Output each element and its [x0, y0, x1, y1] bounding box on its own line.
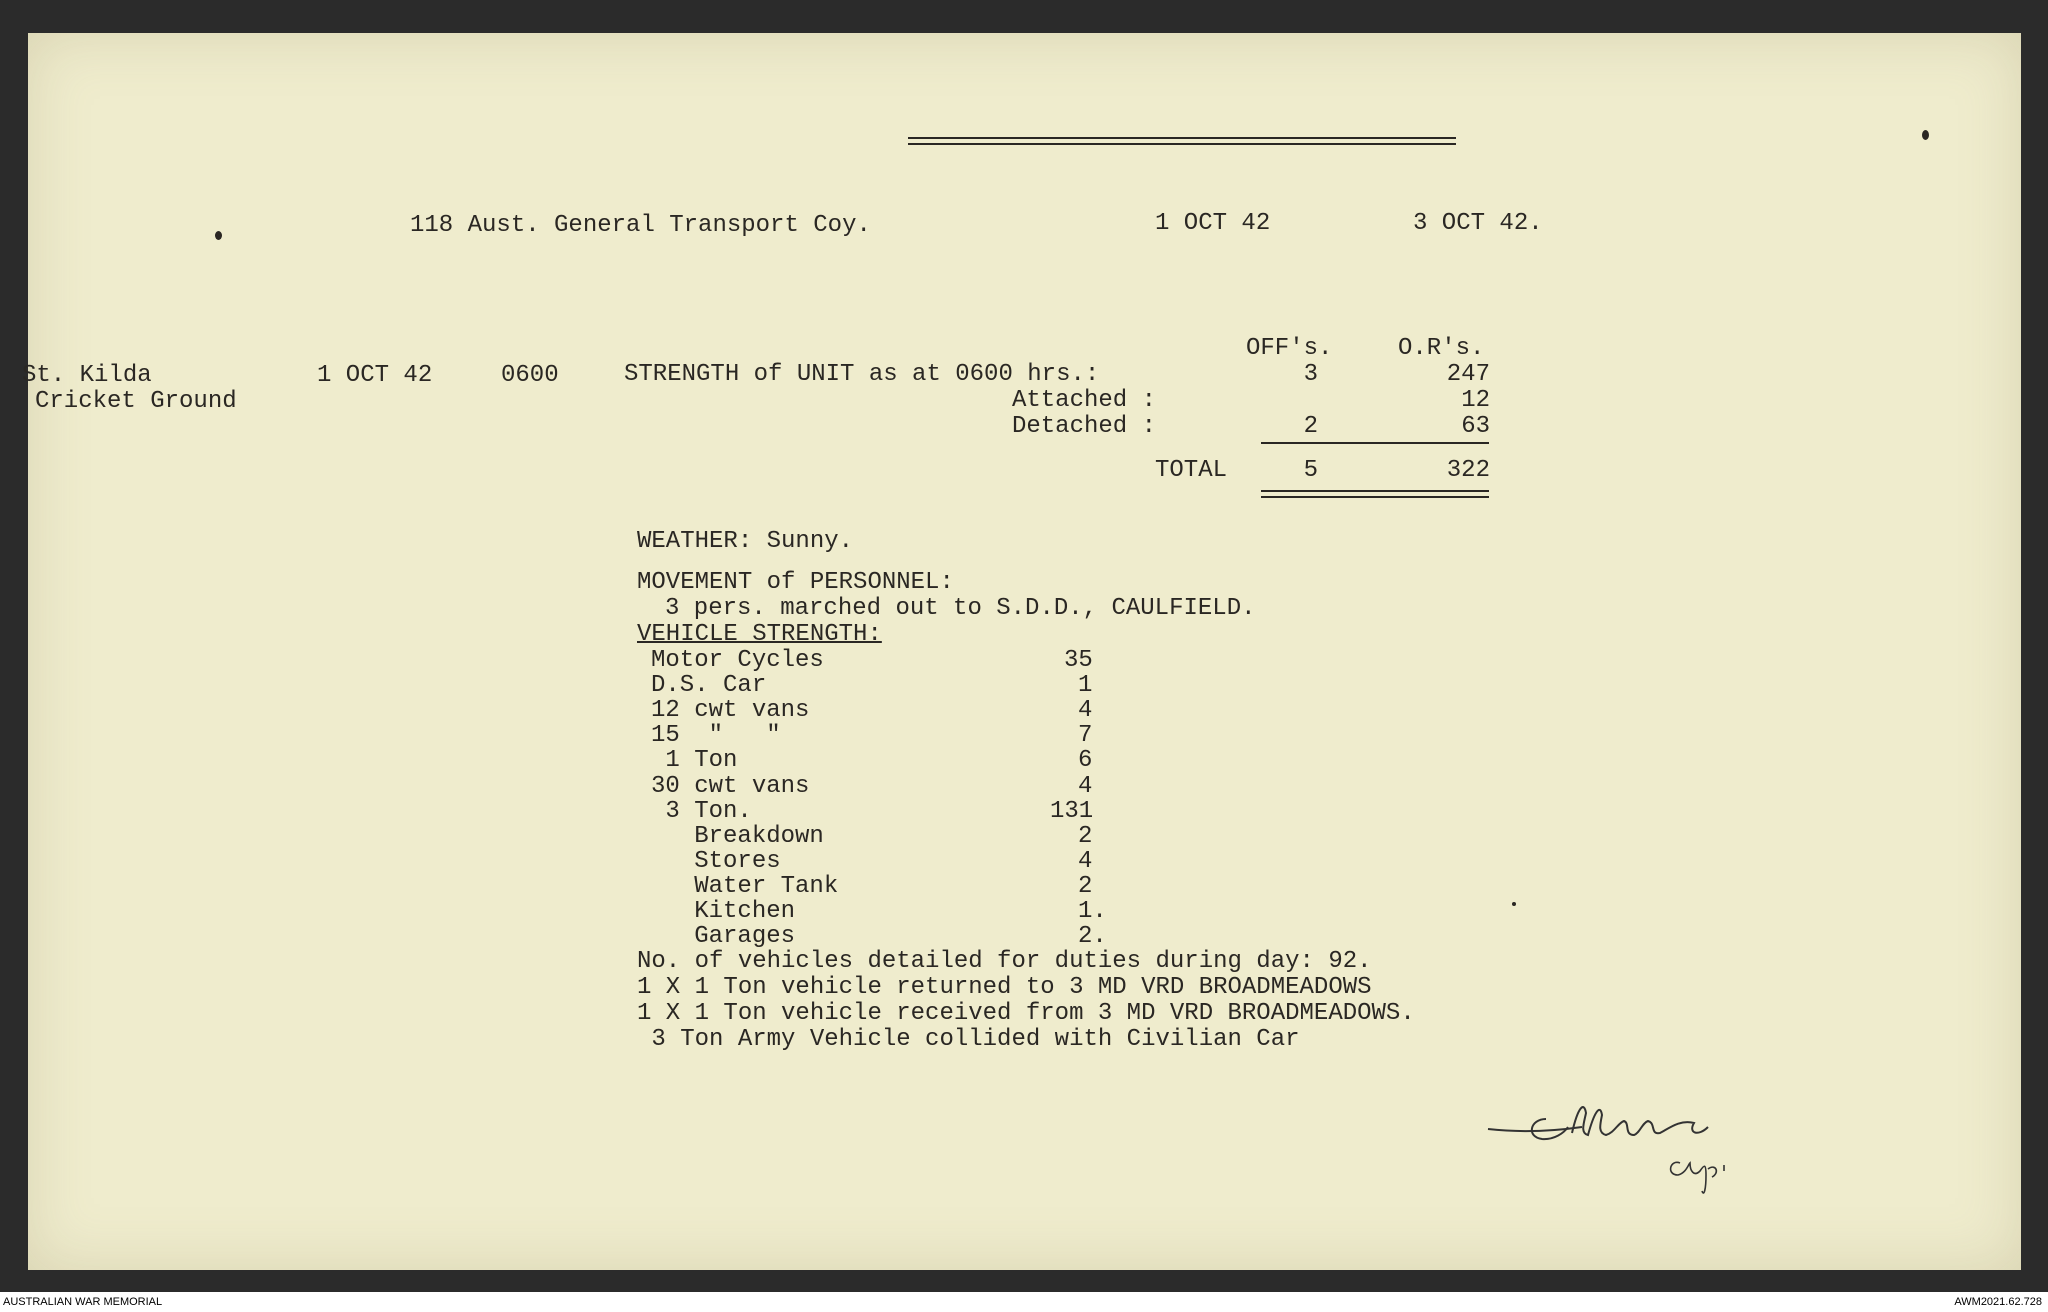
weather-line: WEATHER: Sunny.	[637, 528, 854, 555]
vehicle-label: Kitchen	[651, 898, 796, 925]
vehicle-count: 1	[1078, 672, 1093, 699]
movement-heading: MOVEMENT of PERSONNEL:	[637, 569, 954, 596]
total-double-rule-upper	[1261, 490, 1489, 492]
total-offs: 5	[1303, 457, 1318, 484]
strength-offs-value: 2	[1303, 413, 1318, 440]
vehicle-count: 4	[1078, 848, 1093, 875]
vehicle-label: 1 Ton	[651, 747, 738, 774]
col-ors-header: O.R's.	[1398, 335, 1485, 362]
vehicle-label: D.S. Car	[651, 672, 767, 699]
vehicle-label: Water Tank	[651, 873, 839, 900]
vehicle-label: Motor Cycles	[651, 647, 824, 674]
note-line: 1 X 1 Ton vehicle returned to 3 MD VRD BROADMEADOWS	[637, 974, 1372, 1001]
vehicle-label: 15 " "	[651, 722, 781, 749]
paper-speck	[1512, 902, 1516, 906]
note-line: 1 X 1 Ton vehicle received from 3 MD VRD BROADMEADOWS.	[637, 1000, 1415, 1027]
vehicle-count: 4	[1078, 773, 1093, 800]
vehicle-count: 2.	[1078, 923, 1107, 950]
strength-ors-value: 12	[1461, 387, 1490, 414]
place-line-1: St. Kilda	[22, 362, 152, 389]
vehicle-label: 30 cwt vans	[651, 773, 810, 800]
vehicle-label: Breakdown	[651, 823, 824, 850]
strength-row-label: Attached :	[1011, 387, 1156, 414]
signature	[1484, 1093, 1824, 1203]
strength-ors-value: 247	[1446, 361, 1490, 388]
vehicle-count: 35	[1064, 647, 1093, 674]
strength-heading: STRENGTH of UNIT as at 0600 hrs.:	[624, 361, 1100, 388]
archive-reference: AWM2021.62.728	[1954, 1296, 2042, 1308]
top-rule-lower	[908, 143, 1456, 145]
col-offs-header: OFF's.	[1246, 335, 1333, 362]
vehicle-count: 2	[1078, 823, 1093, 850]
paper-speck	[1922, 130, 1929, 140]
movement-line: 3 pers. marched out to S.D.D., CAULFIELD.	[665, 595, 1256, 622]
strength-ors-value: 63	[1461, 413, 1490, 440]
vehicle-count: 6	[1078, 747, 1093, 774]
archive-footer	[0, 1292, 2048, 1312]
vehicle-label: 12 cwt vans	[651, 697, 810, 724]
strength-offs-value: 3	[1303, 361, 1318, 388]
note-line: 3 Ton Army Vehicle collided with Civilian Car	[637, 1026, 1300, 1053]
note-line: No. of vehicles detailed for duties during day: 92.	[637, 948, 1372, 975]
unit-name: 118 Aust. General Transport Coy.	[410, 212, 871, 239]
vehicle-count: 131	[1050, 798, 1094, 825]
document-page	[22, 33, 2021, 1270]
vehicle-count: 4	[1078, 697, 1093, 724]
vehicle-label: Stores	[651, 848, 781, 875]
entry-date: 1 OCT 42	[317, 362, 433, 389]
entry-time: 0600	[501, 362, 559, 389]
total-label: TOTAL	[1155, 457, 1228, 484]
vehicle-label: Garages	[651, 923, 796, 950]
vehicle-strength-heading: VEHICLE STRENGTH:	[637, 621, 882, 648]
paper-speck	[215, 231, 222, 240]
vehicle-count: 2	[1078, 873, 1093, 900]
archive-name: AUSTRALIAN WAR MEMORIAL	[3, 1296, 163, 1308]
top-rule-upper	[908, 137, 1456, 139]
strength-row-label: Detached :	[1011, 413, 1156, 440]
vehicle-count: 1.	[1078, 898, 1107, 925]
vehicle-count: 7	[1078, 722, 1093, 749]
total-rule	[1261, 442, 1489, 444]
total-ors: 322	[1446, 457, 1490, 484]
date-from: 1 OCT 42	[1155, 210, 1271, 237]
place-line-2: Cricket Ground	[35, 388, 237, 415]
total-double-rule-lower	[1261, 496, 1489, 498]
date-to: 3 OCT 42.	[1413, 210, 1543, 237]
vehicle-label: 3 Ton.	[651, 798, 752, 825]
